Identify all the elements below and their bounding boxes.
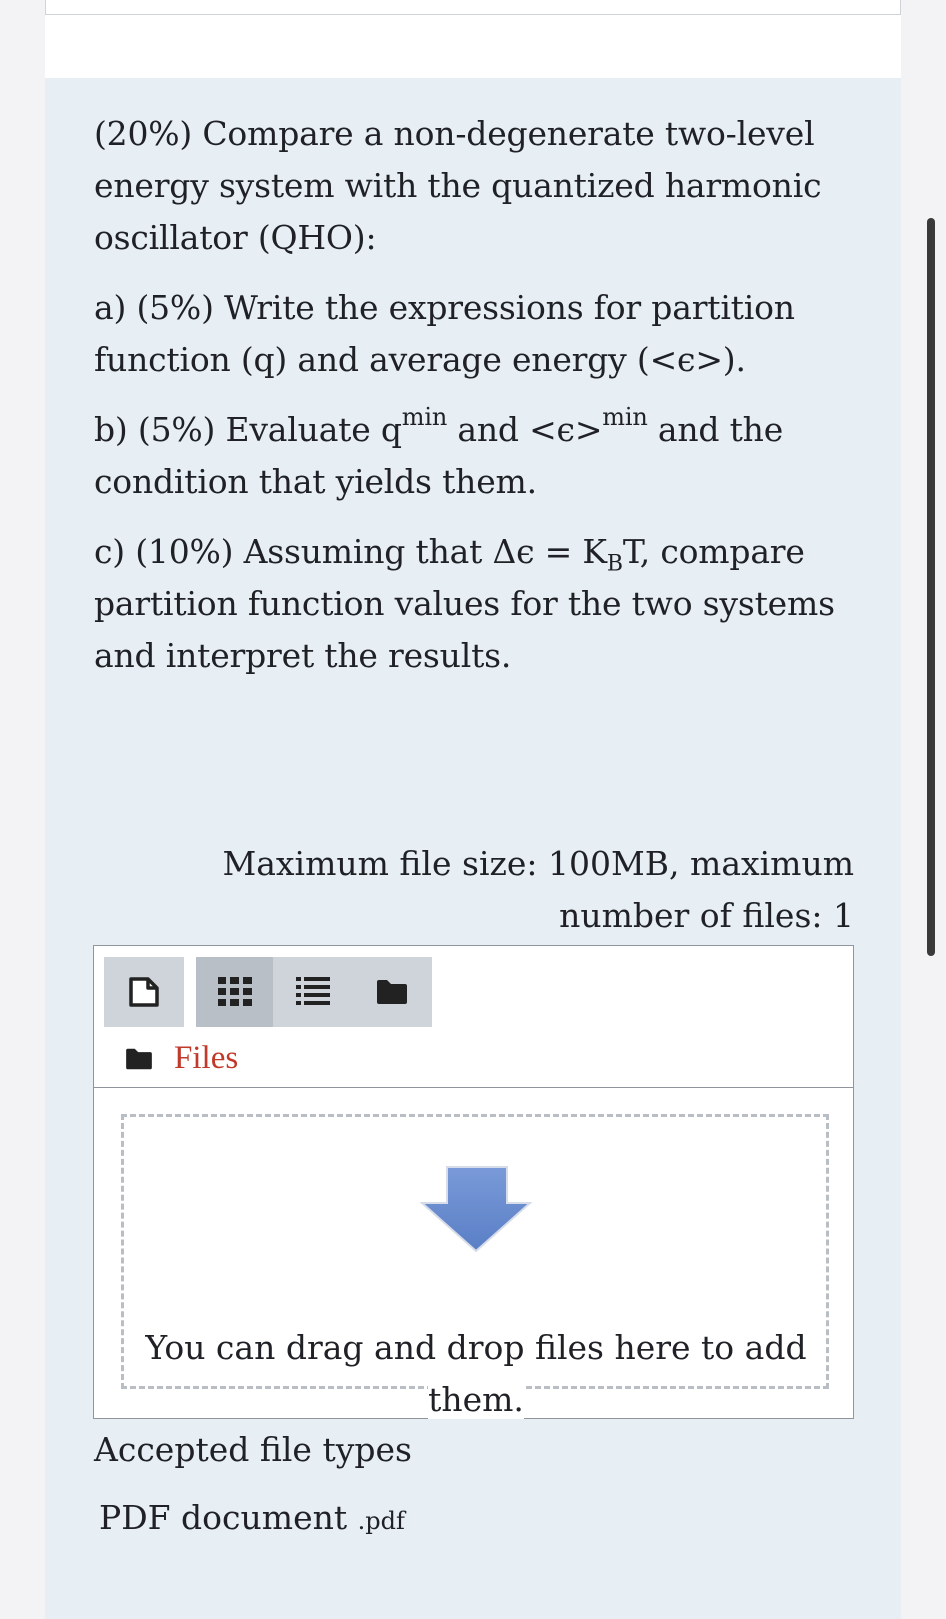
grid-view-button[interactable] <box>196 957 273 1027</box>
question-intro: (20%) Compare a non-degenerate two-level energy system with the quantized harmonic oscillator (QHO): <box>94 114 822 257</box>
list-view-icon <box>296 977 330 1007</box>
folder-icon <box>124 1047 154 1071</box>
grid-view-icon <box>218 977 252 1007</box>
breadcrumb-files-link[interactable]: Files <box>174 1040 239 1076</box>
accepted-file-types-heading: Accepted file types <box>94 1430 412 1469</box>
question-part-b: b) (5%) Evaluate $q^{min}$ and <ϵ>$^{min}$ and the condition that yields them. <box>94 403 784 501</box>
filemanager-divider <box>94 1087 853 1088</box>
accepted-type-extension: .pdf <box>357 1507 405 1535</box>
tree-view-button[interactable] <box>352 957 432 1027</box>
superscript-min: min <box>602 403 648 431</box>
superscript-min: min <box>401 403 448 431</box>
scrollbar-thumb[interactable] <box>927 218 935 956</box>
download-arrow-icon <box>416 1165 536 1259</box>
accepted-type-name: PDF document <box>99 1498 348 1537</box>
file-limits <box>200 838 854 942</box>
question-part-a: a) (5%) Write the expressions for partition function (q) and average energy (<ϵ>). <box>94 288 795 379</box>
accepted-type-item <box>99 1494 405 1545</box>
view-toggle-group <box>196 957 432 1027</box>
dropzone-instructions: You can drag and drop files here to add them. <box>145 1328 807 1419</box>
list-view-button[interactable] <box>273 957 352 1027</box>
previous-card-edge <box>45 0 901 15</box>
question-text <box>94 108 854 682</box>
subscript-b: B <box>606 551 623 577</box>
file-limits-line2: number of files: 1 <box>559 896 854 935</box>
file-limits-line1: Maximum file size: 100MB, maximum <box>222 844 854 883</box>
question-part-c: c) (10%) Assuming that $\Delta\epsilon = K_BT$, compare partition function values for the two systems and interpret the results. <box>94 532 835 675</box>
breadcrumb <box>124 1040 238 1077</box>
file-icon <box>127 976 161 1008</box>
folder-icon <box>375 978 409 1006</box>
add-file-button[interactable] <box>104 957 184 1027</box>
